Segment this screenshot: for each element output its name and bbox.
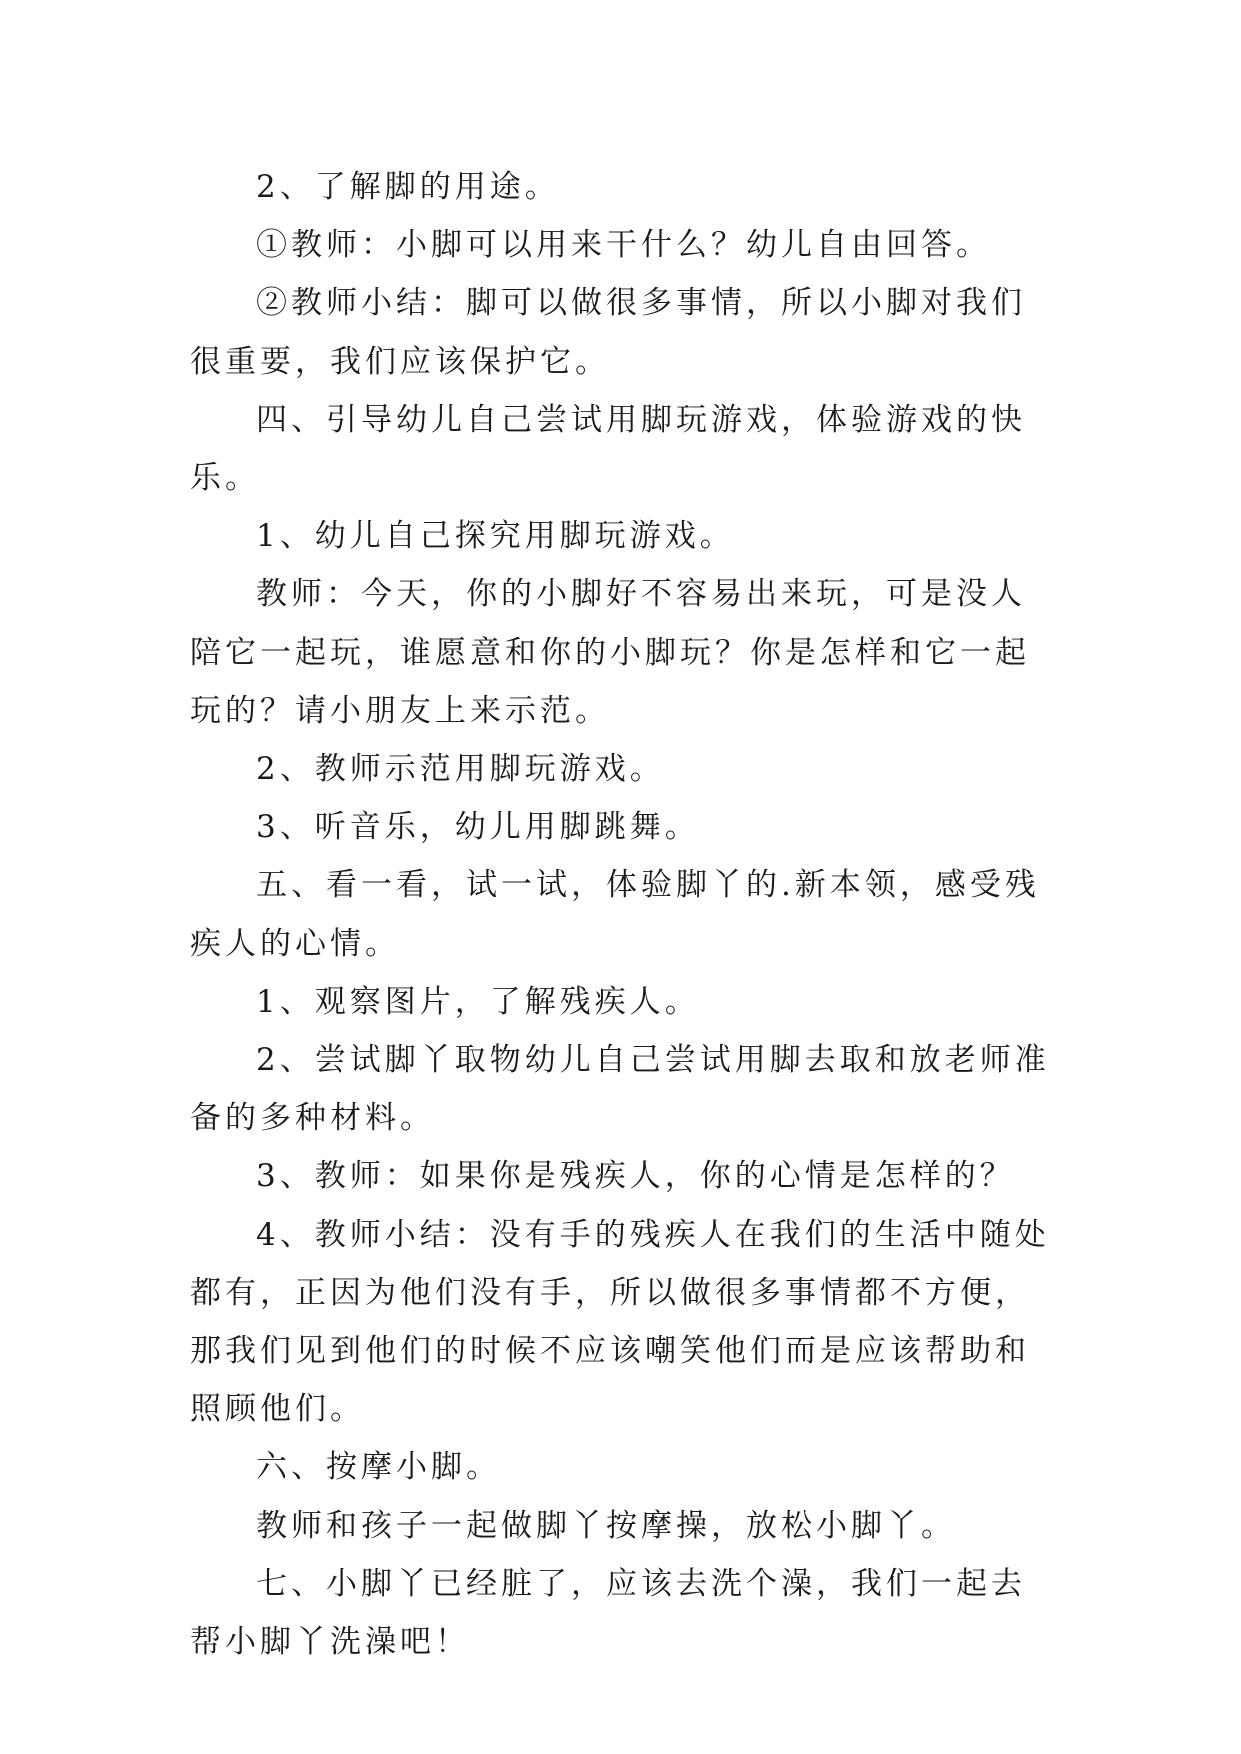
paragraph-massage: 教师和孩子一起做脚丫按摩操，放松小脚丫。 xyxy=(256,1507,956,1544)
paragraph-teacher-summary-help: 4、教师小结：没有手的残疾人在我们的生活中随处都有，正因为他们没有手，所以做很多事情都不方便，那我们见到他们的时候不应该嘲笑他们而是应该帮助和照顾他们。 xyxy=(190,1216,1050,1428)
paragraph-explore-games: 1、幼儿自己探究用脚玩游戏。 xyxy=(256,518,735,555)
paragraph-pick-objects: 2、尝试脚丫取物幼儿自己尝试用脚去取和放老师准备的多种材料。 xyxy=(190,1042,1050,1137)
paragraph-teacher-today: 教师：今天，你的小脚好不容易出来玩，可是没人陪它一起玩，谁愿意和你的小脚玩？你是怎样和它一起玩的？请小朋友上来示范。 xyxy=(190,576,1030,729)
section-heading-four: 四、引导幼儿自己尝试用脚玩游戏，体验游戏的快乐。 xyxy=(190,401,1026,497)
paragraph-teacher-summary-protect: ②教师小结：脚可以做很多事情，所以小脚对我们很重要，我们应该保护它。 xyxy=(190,285,1026,380)
paragraph-teacher-question: ①教师：小脚可以用来干什么？幼儿自由回答。 xyxy=(256,227,991,264)
paragraph-music-dance: 3、听音乐，幼儿用脚跳舞。 xyxy=(256,809,700,846)
paragraph-observe-pictures: 1、观察图片，了解残疾人。 xyxy=(256,983,700,1020)
section-heading-five: 五、看一看，试一试，体验脚丫的.新本领，感受残疾人的心情。 xyxy=(190,867,1040,962)
paragraph-teacher-feeling: 3、教师：如果你是残疾人，你的心情是怎样的？ xyxy=(256,1158,1015,1195)
section-heading-seven: 七、小脚丫已经脏了，应该去洗个澡，我们一起去帮小脚丫洗澡吧！ xyxy=(190,1565,1026,1661)
section-heading-six: 六、按摩小脚。 xyxy=(256,1449,501,1486)
paragraph-foot-uses: 2、了解脚的用途。 xyxy=(256,169,560,205)
paragraph-teacher-demo: 2、教师示范用脚玩游戏。 xyxy=(256,751,665,788)
document-body xyxy=(190,158,1060,1671)
